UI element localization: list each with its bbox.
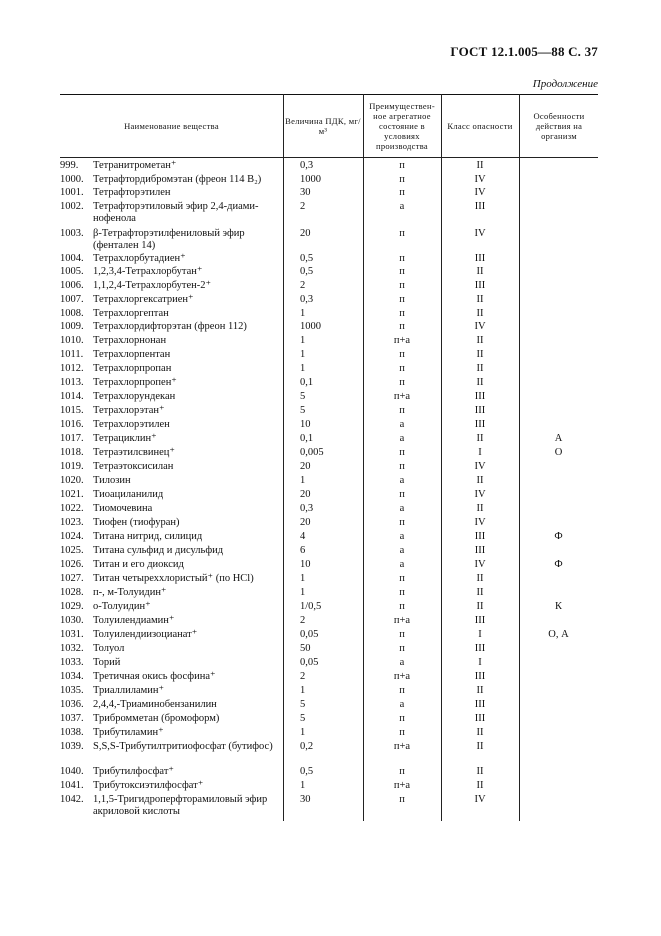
- hazard-class: IV: [474, 559, 486, 570]
- pdk-value: 0,05: [300, 629, 319, 640]
- pdk-value: 0,2: [300, 741, 314, 752]
- aggregate-state: п: [399, 713, 405, 724]
- pdk-value: 0,5: [300, 266, 314, 277]
- hazard-class: II: [476, 266, 484, 277]
- hazard-class: III: [474, 671, 486, 682]
- aggregate-state: а: [399, 503, 405, 514]
- pdk-value: 2: [300, 280, 306, 291]
- substance-name: Тиофен (тиофуран): [93, 517, 180, 528]
- hazard-class: IV: [474, 321, 486, 332]
- row-number: 1022.: [60, 503, 84, 514]
- substance-name: Триаллиламин⁺: [93, 685, 165, 696]
- pdk-value: 1: [300, 685, 306, 696]
- row-number: 1020.: [60, 475, 84, 486]
- action-features: О, А: [548, 629, 569, 640]
- aggregate-state: п: [399, 160, 405, 171]
- header-pdk: Величина ПДК, мг/м³: [285, 116, 361, 136]
- row-number: 1024.: [60, 531, 84, 542]
- aggregate-state: п: [399, 517, 405, 528]
- pdk-value: 20: [300, 517, 311, 528]
- substance-name: Тетрахлорпентан: [93, 349, 171, 360]
- hazard-class: IV: [474, 228, 486, 239]
- aggregate-state: п: [399, 363, 405, 374]
- pdk-value: 1000: [300, 321, 321, 332]
- row-number: 1002.: [60, 201, 84, 212]
- substance-name: Тетраэтоксисилан: [93, 461, 174, 472]
- hazard-class: II: [476, 377, 484, 388]
- substance-name: Толуилендиизоцианат⁺: [93, 629, 198, 640]
- aggregate-state: а: [399, 419, 405, 430]
- hazard-class: IV: [474, 174, 486, 185]
- pdk-value: 5: [300, 713, 306, 724]
- aggregate-state: п: [399, 766, 405, 777]
- pdk-value: 0,05: [300, 657, 319, 668]
- aggregate-state: п: [399, 266, 405, 277]
- hazard-class: II: [476, 780, 484, 791]
- substance-name: Третичная окись фосфина⁺: [93, 671, 216, 682]
- row-number: 1029.: [60, 601, 84, 612]
- aggregate-state: а: [399, 433, 405, 444]
- column-divider: [283, 94, 284, 821]
- pdk-value: 1: [300, 475, 306, 486]
- hazard-class: II: [476, 601, 484, 612]
- action-features: Ф: [554, 531, 563, 542]
- substance-name: п-, м-Толуидин⁺: [93, 587, 167, 598]
- substance-name: Титан четыреххлористый⁺ (по HCl): [93, 573, 254, 584]
- substance-name: Торий: [93, 657, 121, 668]
- row-number: 1036.: [60, 699, 84, 710]
- row-number: 1001.: [60, 187, 84, 198]
- pdk-value: 20: [300, 461, 311, 472]
- substance-name: Трибутоксиэтилфосфат⁺: [93, 780, 204, 791]
- aggregate-state: а: [399, 201, 405, 212]
- aggregate-state: п: [399, 573, 405, 584]
- row-number: 1026.: [60, 559, 84, 570]
- row-number: 1014.: [60, 391, 84, 402]
- substance-name: Трибутиламин⁺: [93, 727, 164, 738]
- aggregate-state: п+а: [393, 391, 411, 402]
- hazard-class: III: [474, 713, 486, 724]
- pdk-value: 30: [300, 794, 311, 805]
- substance-name: Тетраэтилсвинец⁺: [93, 447, 175, 458]
- hazard-class: II: [476, 766, 484, 777]
- substance-name: Тетрахлорэтан⁺: [93, 405, 165, 416]
- aggregate-state: п: [399, 349, 405, 360]
- row-number: 1003.: [60, 228, 84, 239]
- header-state: Преимущественное агрегатное состояние в условиях производства: [369, 101, 435, 151]
- substance-name: Тетрахлоргексатриен⁺: [93, 294, 194, 305]
- row-number: 1021.: [60, 489, 84, 500]
- substance-name: 1,1,5-Тригидроперфторамиловый эфир акриловой кислоты: [93, 794, 268, 817]
- pdk-value: 20: [300, 228, 311, 239]
- aggregate-state: п: [399, 253, 405, 264]
- row-number: 1017.: [60, 433, 84, 444]
- hazard-class: II: [476, 160, 484, 171]
- pdk-value: 0,1: [300, 377, 314, 388]
- row-number: 1009.: [60, 321, 84, 332]
- pdk-value: 2: [300, 201, 306, 212]
- substance-name: Тетрахлорпропан: [93, 363, 172, 374]
- substance-name: Титана сульфид и дисульфид: [93, 545, 224, 556]
- aggregate-state: а: [399, 559, 405, 570]
- substance-name: Толуилендиамин⁺: [93, 615, 175, 626]
- hazard-class: I: [478, 657, 482, 668]
- aggregate-state: п: [399, 587, 405, 598]
- hazard-class: III: [474, 253, 486, 264]
- row-number: 1031.: [60, 629, 84, 640]
- pdk-value: 0,3: [300, 294, 314, 305]
- aggregate-state: п: [399, 294, 405, 305]
- aggregate-state: п: [399, 643, 405, 654]
- substance-name: β-Тетрафторэтилфениловый эфир (фентален 14): [93, 228, 245, 251]
- hazard-class: II: [476, 685, 484, 696]
- pdk-value: 0,5: [300, 766, 314, 777]
- aggregate-state: п: [399, 187, 405, 198]
- aggregate-state: п: [399, 461, 405, 472]
- substance-name: Тетрахлорнонан: [93, 335, 167, 346]
- row-number: 999.: [60, 160, 79, 171]
- substance-name: Трибромметан (бромоформ): [93, 713, 220, 724]
- substance-name: 1,1,2,4-Тетрахлорбутен-2⁺: [93, 280, 212, 291]
- substance-name: Тетрациклин⁺: [93, 433, 157, 444]
- substance-name: Тетрахлорундекан: [93, 391, 176, 402]
- row-number: 1018.: [60, 447, 84, 458]
- action-features: Ф: [554, 559, 563, 570]
- hazard-class: I: [478, 447, 482, 458]
- pdk-value: 5: [300, 699, 306, 710]
- substance-name: Тиоациланилид: [93, 489, 164, 500]
- pdk-value: 1000: [300, 174, 321, 185]
- hazard-class: III: [474, 280, 486, 291]
- substance-name: 1,2,3,4-Тетрахлорбутан⁺: [93, 266, 203, 277]
- row-number: 1007.: [60, 294, 84, 305]
- row-number: 1000.: [60, 174, 84, 185]
- aggregate-state: п: [399, 308, 405, 319]
- pdk-value: 5: [300, 405, 306, 416]
- pdk-value: 5: [300, 391, 306, 402]
- hazard-class: III: [474, 405, 486, 416]
- aggregate-state: п: [399, 629, 405, 640]
- row-number: 1034.: [60, 671, 84, 682]
- substance-name: Тетрафторэтиловый эфир 2,4-диами- нофенола: [93, 201, 259, 224]
- aggregate-state: п+а: [393, 671, 411, 682]
- row-number: 1038.: [60, 727, 84, 738]
- row-number: 1006.: [60, 280, 84, 291]
- substance-name: Титана нитрид, силицид: [93, 531, 203, 542]
- aggregate-state: п: [399, 280, 405, 291]
- pdk-value: 30: [300, 187, 311, 198]
- row-number: 1025.: [60, 545, 84, 556]
- pdk-value: 1: [300, 780, 306, 791]
- substance-name: Тетрахлоргептан: [93, 308, 169, 319]
- substance-name: 2,4,4,-Триаминобензанилин: [93, 699, 217, 710]
- hazard-class: I: [478, 629, 482, 640]
- aggregate-state: п: [399, 685, 405, 696]
- aggregate-state: а: [399, 699, 405, 710]
- table-top-rule: [60, 94, 598, 95]
- pdk-value: 2: [300, 615, 306, 626]
- substance-name: Тетрахлорпропен⁺: [93, 377, 177, 388]
- aggregate-state: а: [399, 657, 405, 668]
- aggregate-state: п: [399, 447, 405, 458]
- hazard-class: II: [476, 363, 484, 374]
- pdk-value: 0,3: [300, 503, 314, 514]
- header-features: Особенности действия на организм: [533, 111, 585, 141]
- pdk-value: 0,5: [300, 253, 314, 264]
- pdk-value: 1: [300, 349, 306, 360]
- hazard-class: II: [476, 308, 484, 319]
- hazard-class: II: [476, 475, 484, 486]
- row-number: 1004.: [60, 253, 84, 264]
- row-number: 1037.: [60, 713, 84, 724]
- pdk-value: 4: [300, 531, 306, 542]
- substance-name: Тетрахлорэтилен: [93, 419, 170, 430]
- row-number: 1041.: [60, 780, 84, 791]
- action-features: О: [554, 447, 563, 458]
- hazard-class: III: [474, 615, 486, 626]
- continuation-label: Продолжение: [532, 78, 598, 90]
- row-number: 1012.: [60, 363, 84, 374]
- row-number: 1030.: [60, 615, 84, 626]
- hazard-class: II: [476, 727, 484, 738]
- hazard-class: II: [476, 587, 484, 598]
- row-number: 1010.: [60, 335, 84, 346]
- table-header-rule: [60, 157, 598, 158]
- substance-name: Тетрафтордибромэтан (фреон 114 В₂): [93, 174, 262, 185]
- pdk-value: 50: [300, 643, 311, 654]
- row-number: 1027.: [60, 573, 84, 584]
- pdk-value: 1: [300, 727, 306, 738]
- hazard-class: IV: [474, 187, 486, 198]
- header-name: Наименование вещества: [124, 121, 219, 131]
- substance-name: S,S,S-Трибутилтритиофосфат (бутифос): [93, 741, 273, 752]
- pdk-value: 20: [300, 489, 311, 500]
- aggregate-state: п: [399, 405, 405, 416]
- substance-name: о-Толуидин⁺: [93, 601, 151, 612]
- hazard-class: II: [476, 335, 484, 346]
- row-number: 1033.: [60, 657, 84, 668]
- substance-name: Тилозин: [93, 475, 131, 486]
- pdk-value: 1: [300, 587, 306, 598]
- row-number: 1039.: [60, 741, 84, 752]
- row-number: 1008.: [60, 308, 84, 319]
- aggregate-state: п: [399, 377, 405, 388]
- header-hazard-class: Класс опасности: [447, 121, 513, 131]
- pdk-value: 10: [300, 559, 311, 570]
- pdk-value: 1: [300, 308, 306, 319]
- row-number: 1016.: [60, 419, 84, 430]
- pdk-value: 10: [300, 419, 311, 430]
- hazard-class: IV: [474, 489, 486, 500]
- substance-name: Тетрафторэтилен: [93, 187, 171, 198]
- pdk-value: 1: [300, 573, 306, 584]
- action-features: К: [554, 601, 562, 612]
- hazard-class: IV: [474, 461, 486, 472]
- pdk-value: 1/0,5: [300, 601, 322, 612]
- row-number: 1015.: [60, 405, 84, 416]
- aggregate-state: п: [399, 321, 405, 332]
- hazard-class: III: [474, 391, 486, 402]
- aggregate-state: п: [399, 489, 405, 500]
- substance-name: Тетранитрометан⁺: [93, 160, 177, 171]
- pdk-value: 0,005: [300, 447, 324, 458]
- substance-name: Титан и его диоксид: [93, 559, 184, 570]
- aggregate-state: п: [399, 727, 405, 738]
- hazard-class: III: [474, 699, 486, 710]
- row-number: 1028.: [60, 587, 84, 598]
- aggregate-state: а: [399, 545, 405, 556]
- aggregate-state: п+а: [393, 780, 411, 791]
- substance-name: Толуол: [93, 643, 125, 654]
- aggregate-state: п: [399, 228, 405, 239]
- hazard-class: II: [476, 433, 484, 444]
- hazard-class: II: [476, 503, 484, 514]
- hazard-class: II: [476, 294, 484, 305]
- aggregate-state: п: [399, 601, 405, 612]
- pdk-value: 0,3: [300, 160, 314, 171]
- row-number: 1005.: [60, 266, 84, 277]
- hazard-class: II: [476, 573, 484, 584]
- aggregate-state: п: [399, 174, 405, 185]
- row-number: 1019.: [60, 461, 84, 472]
- row-number: 1013.: [60, 377, 84, 388]
- aggregate-state: а: [399, 531, 405, 542]
- hazard-class: III: [474, 531, 486, 542]
- pdk-value: 1: [300, 335, 306, 346]
- aggregate-state: п+а: [393, 741, 411, 752]
- hazard-class: II: [476, 741, 484, 752]
- substance-name: Трибутилфосфат⁺: [93, 766, 174, 777]
- hazard-class: II: [476, 349, 484, 360]
- hazard-class: III: [474, 419, 486, 430]
- aggregate-state: п+а: [393, 615, 411, 626]
- hazard-class: III: [474, 545, 486, 556]
- pdk-value: 0,1: [300, 433, 314, 444]
- pdk-value: 2: [300, 671, 306, 682]
- substance-name: Тетрахлордифторэтан (фреон 112): [93, 321, 247, 332]
- aggregate-state: а: [399, 475, 405, 486]
- aggregate-state: п: [399, 794, 405, 805]
- hazard-class: IV: [474, 794, 486, 805]
- substance-name: Тетрахлорбутадиен⁺: [93, 253, 186, 264]
- row-number: 1011.: [60, 349, 84, 360]
- pdk-value: 6: [300, 545, 306, 556]
- hazard-class: IV: [474, 517, 486, 528]
- row-number: 1032.: [60, 643, 84, 654]
- row-number: 1035.: [60, 685, 84, 696]
- row-number: 1040.: [60, 766, 84, 777]
- pdk-value: 1: [300, 363, 306, 374]
- page-header: ГОСТ 12.1.005—88 С. 37: [450, 44, 598, 59]
- row-number: 1042.: [60, 794, 84, 805]
- aggregate-state: п+а: [393, 335, 411, 346]
- row-number: 1023.: [60, 517, 84, 528]
- action-features: А: [554, 433, 563, 444]
- substance-name: Тиомочевина: [93, 503, 153, 514]
- hazard-class: III: [474, 201, 486, 212]
- hazard-class: III: [474, 643, 486, 654]
